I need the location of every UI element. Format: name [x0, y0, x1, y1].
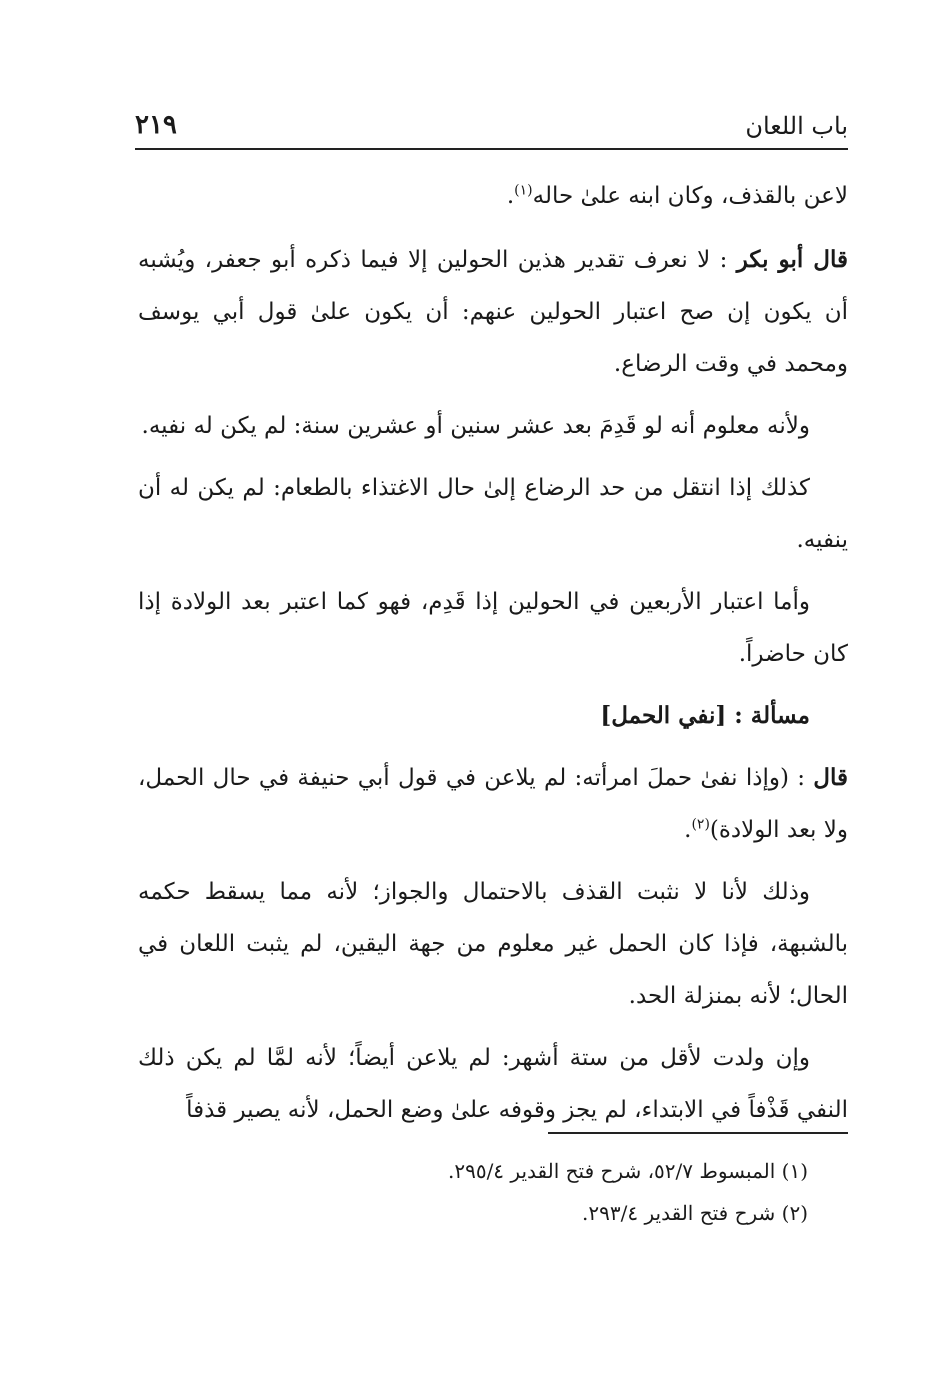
paragraph-text: : لا نعرف تقدير هذين الحولين إلا فيما ذكره أبو جعفر، ويُشبه أن يكون إن صح اعتبار الحولين عنهم: أن يكون علىٰ قول أبي يوسف ومحمد في وقت الرضاع. — [138, 247, 848, 377]
paragraph-text: وذلك لأنا لا نثبت القذف بالاحتمال والجواز؛ لأنه مما يسقط حكمه بالشبهة، فإذا كان الحمل غير معلوم من جهة اليقين، لم يثبت اللعان في الحال؛ لأنه بمنزلة الحد. — [138, 879, 848, 1009]
footnote: (٢) شرح فتح القدير ٢٩٣/٤. — [582, 1201, 808, 1225]
paragraph-end: . — [684, 817, 692, 843]
paragraph — [138, 170, 848, 222]
footnote-ref: (٢) — [691, 816, 710, 833]
paragraph-text: : (وإذا نفىٰ حملَ امرأته: لم يلاعن في قول أبي حنيفة في حال الحمل، ولا بعد الولادة) — [138, 765, 848, 843]
section-heading-text: مسألة : [نفي الحمل] — [600, 702, 810, 729]
speaker-label: قال — [813, 764, 848, 791]
footnote-divider — [548, 1132, 848, 1134]
chapter-title: باب اللعان — [745, 112, 848, 140]
page-number: ٢١٩ — [135, 110, 177, 140]
main-text — [138, 170, 848, 1146]
paragraph — [138, 576, 848, 680]
speaker-label: قال أبو بكر — [736, 246, 848, 273]
paragraph — [138, 462, 848, 566]
paragraph-text: ولأنه معلوم أنه لو قَدِمَ بعد عشر سنين أو عشرين سنة: لم يكن له نفيه. — [141, 413, 810, 439]
footnotes — [300, 1150, 808, 1234]
paragraph-text: كذلك إذا انتقل من حد الرضاع إلىٰ حال الاغتذاء بالطعام: لم يكن له أن ينفيه. — [138, 475, 848, 553]
paragraph — [138, 234, 848, 390]
paragraph — [138, 752, 848, 856]
paragraph — [138, 400, 848, 452]
paragraph — [138, 866, 848, 1022]
footnote-ref: (١) — [514, 182, 533, 199]
section-heading — [138, 690, 848, 742]
paragraph-text: وأما اعتبار الأربعين في الحولين إذا قَدِم، فهو كما اعتبر بعد الولادة إذا كان حاضراً. — [138, 589, 848, 667]
footnote: (١) المبسوط ٥٢/٧، شرح فتح القدير ٢٩٥/٤. — [447, 1159, 808, 1183]
paragraph-text: لاعن بالقذف، وكان ابنه علىٰ حاله — [532, 183, 848, 209]
paragraph-end: . — [506, 183, 515, 209]
paragraph-text: وإن ولدت لأقل من ستة أشهر: لم يلاعن أيضاً؛ لأنه لمَّا لم يكن ذلك النفي قَذْفاً في الابتداء، لم يجز وقوفه علىٰ وضع الحمل، لأنه يصير قذفاً — [138, 1045, 848, 1123]
paragraph — [138, 1032, 848, 1136]
page-header — [135, 106, 848, 150]
